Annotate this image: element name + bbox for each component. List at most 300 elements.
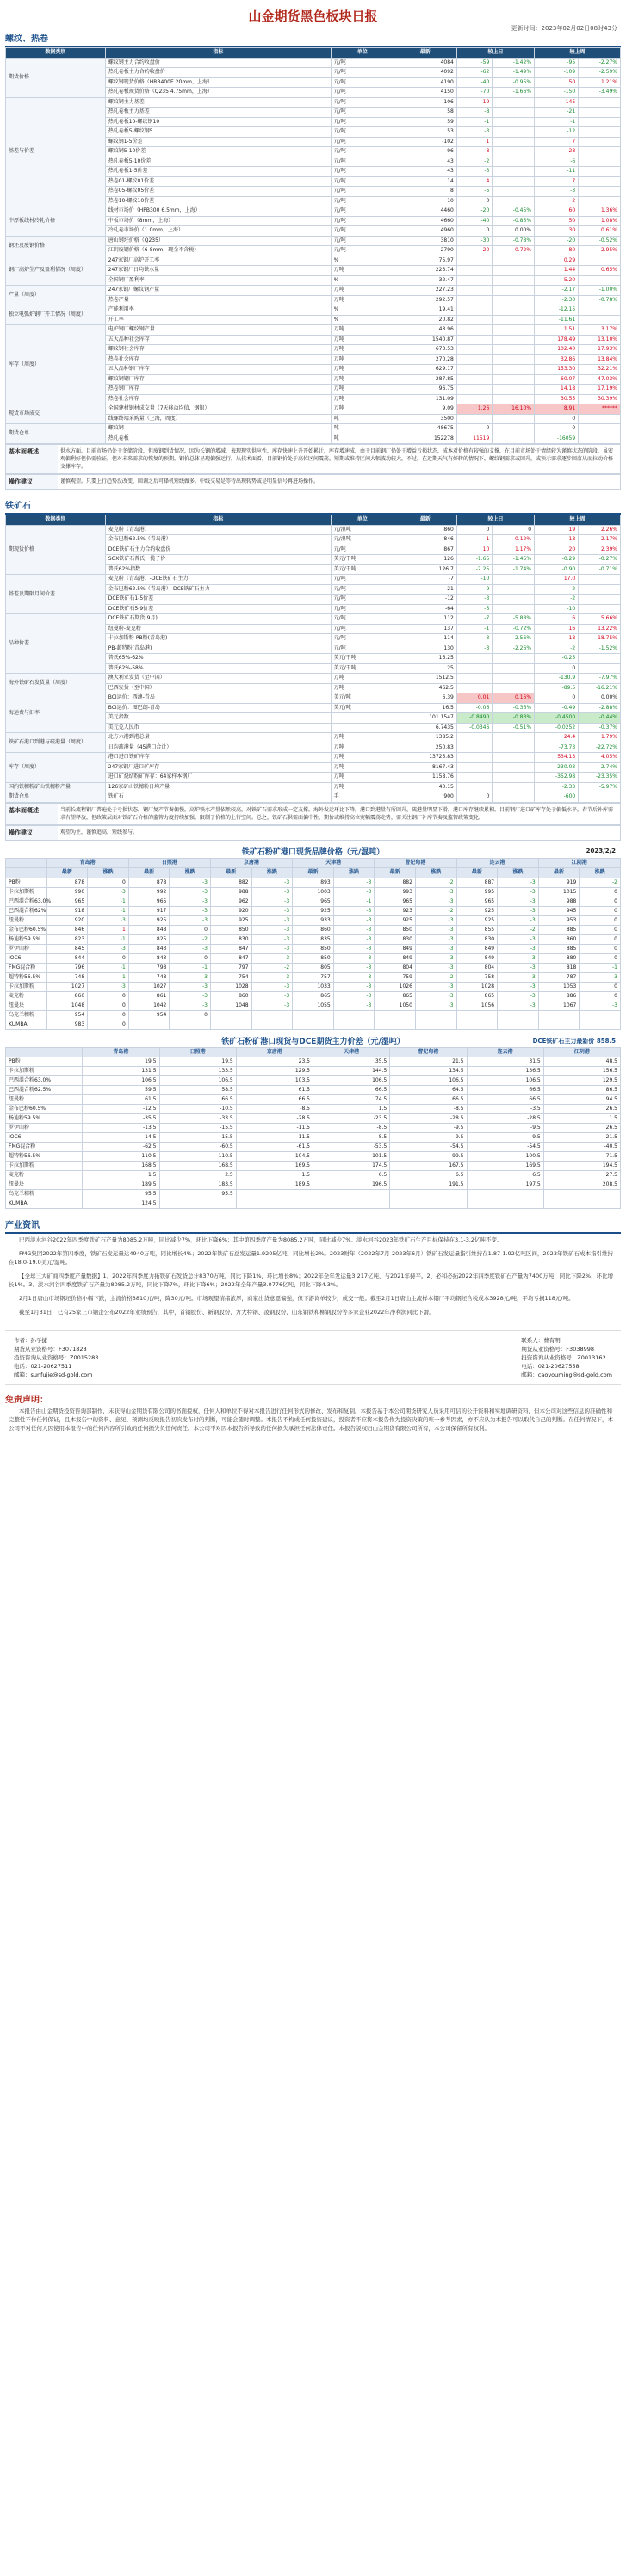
- price-change: -3: [415, 887, 456, 897]
- latest-value: 32.47: [394, 275, 456, 286]
- sub-header: 涨跌: [333, 868, 375, 878]
- latest-value: 152278: [394, 434, 456, 444]
- price-value: 848: [128, 925, 170, 934]
- table-row: [6, 925, 621, 934]
- price-value: 880: [538, 953, 580, 963]
- price-value: 860: [293, 925, 334, 934]
- daily-change-pct: -1.42%: [493, 58, 535, 68]
- weekly-change: -150: [535, 88, 579, 98]
- daily-change: -1: [456, 624, 492, 634]
- unit: 万吨: [331, 266, 394, 276]
- price-value: 965: [375, 897, 416, 906]
- column-header: 较上日: [456, 515, 534, 526]
- price-value: 798: [128, 963, 170, 972]
- daily-change: 0: [456, 424, 492, 434]
- latest-value: 130: [394, 644, 456, 654]
- weekly-change-pct: [579, 117, 621, 127]
- table-row: [6, 782, 621, 792]
- author-block: [5, 1330, 621, 1385]
- disclaimer-text: 本报告由山金期货投资咨询部制作，未获得山金期货有限公司的书面授权，任何人和单位不得对本报告进行任何形式的修改、发布和复制。本报告基于本公司期货研究人员采用可信的公开资料和实地调研资料，但本公司对这些信息的准确性和完整性不作任何保证，且本报告中的资料、意见、预测均反映报告初次发布时的判断，可能会随时调整。本报告不构成任何投资建议，投资者不应将本报告作为投资决策的唯一参考因素，亦不应认为本报告可以取代自己的判断。在任何情况下，本公司不对任何人因使用本报告中的任何内容所引致的任何损失负任何责任。本公司不对因本报告所导致的任何损失承担任何法律责任。本报告版权归山金期货有限公司所有，本公司保留所有权利。: [9, 1408, 613, 1432]
- daily-change-pct: -1.66%: [493, 88, 535, 98]
- daily-change-pct: [493, 584, 535, 595]
- price-value: 1048: [210, 1001, 251, 1010]
- price-change: -3: [88, 887, 129, 897]
- brand-name: 卡拉加斯粉: [6, 1162, 83, 1171]
- price-change: -3: [498, 878, 539, 887]
- price-value: 945: [538, 906, 580, 915]
- daily-change-pct: [493, 792, 535, 803]
- price-value: 748: [46, 972, 88, 982]
- spread-value: -28.5: [390, 1114, 467, 1124]
- price-value: 990: [46, 887, 88, 897]
- unit: 元/吨: [331, 77, 394, 88]
- price-change: -3: [498, 953, 539, 963]
- price-value: 849: [375, 953, 416, 963]
- weekly-change-pct: -2.59%: [579, 68, 621, 78]
- sub-header: 最新: [456, 868, 498, 878]
- spread-value: -8.5: [390, 1105, 467, 1114]
- price-change: -3: [170, 982, 211, 991]
- unit: 元/吨: [331, 545, 394, 555]
- brand-name: 麦克粉: [6, 991, 47, 1001]
- brand-name: 卡拉加斯粉: [6, 982, 47, 991]
- unit: 元/吨: [331, 634, 394, 644]
- indicator-name: 热轧卷板主力合约收盘价: [105, 68, 331, 78]
- weekly-change-pct: 1.21%: [579, 77, 621, 88]
- weekly-change: -16059: [535, 434, 579, 444]
- weekly-change-pct: -0.71%: [579, 564, 621, 575]
- category-label: 国内铁精粉矿山铁精粉产量: [6, 782, 106, 792]
- indicator-name: 全国建材钢材成交量（7天移动均值，钢银）: [105, 404, 331, 415]
- column-header: 较上日: [456, 48, 534, 59]
- weekly-change: 145: [535, 97, 579, 108]
- price-change: -3: [333, 953, 375, 963]
- price-change: -3: [498, 906, 539, 915]
- daily-change: -0.06: [456, 703, 492, 713]
- unit: 元/吨: [331, 58, 394, 68]
- price-value: 850: [293, 953, 334, 963]
- price-change: -3: [333, 944, 375, 953]
- price-change: -3: [415, 897, 456, 906]
- indicator-name: 螺纹钢: [105, 424, 331, 434]
- price-value: 804: [375, 963, 416, 972]
- daily-change: -7: [456, 614, 492, 625]
- price-change: -3: [415, 991, 456, 1001]
- price-change: 0: [88, 953, 129, 963]
- table-row: [6, 1067, 621, 1076]
- spread-value: -62.5: [83, 1143, 159, 1152]
- weekly-change-pct: 0.61%: [579, 226, 621, 237]
- price-change: -3: [251, 925, 293, 934]
- price-change: -3: [251, 897, 293, 906]
- weekly-change: 8.91: [535, 404, 579, 415]
- spread-value: [390, 1199, 467, 1209]
- weekly-change-pct: -0.27%: [579, 555, 621, 565]
- indicator-name: 热轧卷板现货价格（Q235 4.75mm，上海）: [105, 88, 331, 98]
- daily-change: [456, 674, 492, 684]
- price-value: 965: [46, 897, 88, 906]
- table-row: [6, 1190, 621, 1199]
- price-change: -1: [580, 963, 621, 972]
- table-row: [6, 753, 621, 763]
- sub-header: 涨跌: [415, 868, 456, 878]
- price-value: [375, 1010, 416, 1020]
- spread-value: 58.5: [159, 1086, 236, 1095]
- latest-value: 19.41: [394, 305, 456, 316]
- price-change: 0: [580, 915, 621, 925]
- daily-change: [456, 753, 492, 763]
- price-change: -3: [251, 934, 293, 944]
- news-item: 截至1月31日，已有25家上市钢企公布2022年业绩预告，其中，首钢股份、新钢股份、方大特钢、凌钢股份、山东钢铁和柳钢股份等多家企业2022年净利润同比下滑。: [19, 1309, 435, 1316]
- table-row: [6, 286, 621, 296]
- weekly-change: 60.07: [535, 374, 579, 385]
- price-value: 953: [538, 915, 580, 925]
- price-change: 0: [580, 925, 621, 934]
- latest-value: 9.09: [394, 404, 456, 415]
- price-change: -3: [498, 982, 539, 991]
- price-value: 893: [293, 878, 334, 887]
- latest-value: 126.7: [394, 564, 456, 575]
- spread-value: 23.5: [236, 1057, 313, 1067]
- latest-value: 900: [394, 792, 456, 803]
- price-value: 1028: [456, 982, 498, 991]
- unit: 万吨: [331, 762, 394, 773]
- unit: 元/吨: [331, 167, 394, 177]
- weekly-change-pct: 17.19%: [579, 385, 621, 395]
- indicator-name: 热卷01-螺纹01价差: [105, 176, 331, 187]
- daily-change: [456, 654, 492, 664]
- daily-change: [456, 295, 492, 305]
- daily-change: 0: [456, 792, 492, 803]
- weekly-change-pct: [579, 654, 621, 664]
- price-value: 965: [456, 897, 498, 906]
- daily-change-pct: [493, 385, 535, 395]
- weekly-change-pct: 13.22%: [579, 624, 621, 634]
- weekly-change-pct: [579, 108, 621, 118]
- weekly-change: -95: [535, 58, 579, 68]
- price-change: 0: [580, 991, 621, 1001]
- unit: 元/吨: [331, 236, 394, 246]
- weekly-change-pct: -0.52%: [579, 236, 621, 246]
- latest-value: 126: [394, 555, 456, 565]
- price-value: 850: [293, 944, 334, 953]
- daily-change: [456, 385, 492, 395]
- weekly-change: 1.51: [535, 325, 579, 336]
- contact-line: 邮箱：caoyouming@sd-gold.com: [521, 1371, 612, 1378]
- table-row: [6, 1180, 621, 1190]
- indicator-name: 纽曼粉-麦克粉: [105, 624, 331, 634]
- spread-value: 59.5: [83, 1086, 159, 1095]
- latest-value: 4190: [394, 77, 456, 88]
- table-row: [6, 1057, 621, 1067]
- dce-main-value: 858.5: [596, 1037, 616, 1045]
- daily-change-pct: -2.56%: [493, 634, 535, 644]
- weekly-change-pct: 2.95%: [579, 246, 621, 256]
- weekly-change: -0.90: [535, 564, 579, 575]
- weekly-change: 0.29: [535, 256, 579, 266]
- unit: 元/吨: [331, 127, 394, 138]
- price-change: -2: [415, 972, 456, 982]
- spread-value: 35.5: [313, 1057, 390, 1067]
- unit: 元/吨: [331, 97, 394, 108]
- brand-name: 纽曼块: [6, 1001, 47, 1010]
- daily-change: [456, 345, 492, 355]
- daily-change: 19: [456, 97, 492, 108]
- price-value: [210, 1020, 251, 1029]
- column-header: 指标: [105, 48, 331, 59]
- price-value: 754: [210, 972, 251, 982]
- brand-name: KUMBA: [6, 1199, 83, 1209]
- price-change: 0: [88, 1020, 129, 1029]
- weekly-change-pct: 30.39%: [579, 394, 621, 404]
- price-value: 882: [210, 878, 251, 887]
- latest-value: 8167.43: [394, 762, 456, 773]
- spread-value: -11.5: [236, 1124, 313, 1133]
- weekly-change-pct: 0.00%: [579, 693, 621, 704]
- brand-name: 杨迪粉59.5%: [6, 934, 47, 944]
- price-value: 917: [128, 906, 170, 915]
- spread-value: 156.5: [543, 1067, 620, 1076]
- steel-advice-label: 操作建议: [6, 475, 58, 489]
- price-value: [128, 1020, 170, 1029]
- price-value: 1055: [293, 1001, 334, 1010]
- price-change: [251, 1020, 293, 1029]
- port-price-title-text: 铁矿石粉矿港口现货品牌价格（元/湿吨）: [241, 847, 385, 857]
- daily-change-pct: [493, 325, 535, 336]
- spread-value: -54.5: [390, 1143, 467, 1152]
- weekly-change: 0: [535, 663, 579, 674]
- daily-change: -62: [456, 68, 492, 78]
- update-time: 更新时间：2023年02月02日08时43分: [511, 25, 617, 32]
- latest-value: 40.15: [394, 782, 456, 792]
- weekly-change: 18: [535, 634, 579, 644]
- spread-value: -61.5: [236, 1143, 313, 1152]
- weekly-change-pct: -3.49%: [579, 88, 621, 98]
- spread-value: -13.5: [83, 1124, 159, 1133]
- spread-value: 144.5: [313, 1067, 390, 1076]
- weekly-change-pct: -16.21%: [579, 683, 621, 693]
- price-value: 1067: [538, 1001, 580, 1010]
- latest-value: 4960: [394, 226, 456, 237]
- category-label: 中厚板线材冷轧价格: [6, 206, 106, 237]
- price-change: -2: [170, 934, 211, 944]
- indicator-name: 螺纹钢钢厂库存: [105, 374, 331, 385]
- price-value: 757: [293, 972, 334, 982]
- spread-value: 124.5: [83, 1199, 159, 1209]
- indicator-name: 热卷社会库存: [105, 354, 331, 365]
- weekly-change-pct: 13.10%: [579, 335, 621, 345]
- indicator-name: 美元兑人民币: [105, 723, 331, 733]
- daily-change: [456, 354, 492, 365]
- unit: 元/湿吨: [331, 525, 394, 535]
- weekly-change-pct: [579, 604, 621, 614]
- price-value: [293, 1010, 334, 1020]
- latest-value: 43: [394, 167, 456, 177]
- latest-value: 1512.5: [394, 674, 456, 684]
- weekly-change: 0: [535, 424, 579, 434]
- price-value: 830: [210, 934, 251, 944]
- table-row: [6, 1143, 621, 1152]
- dce-main-label: DCE铁矿石主力最新价: [532, 1037, 595, 1045]
- daily-change-pct: [493, 187, 535, 197]
- table-row: [6, 1114, 621, 1124]
- table-row: [6, 1105, 621, 1114]
- price-value: 954: [46, 1010, 88, 1020]
- daily-change: [456, 773, 492, 783]
- sub-header: 最新: [538, 868, 580, 878]
- unit: 万吨: [331, 295, 394, 305]
- spread-value: 61.5: [83, 1095, 159, 1105]
- daily-change: 4: [456, 176, 492, 187]
- indicator-name: 巴西发货（至中国）: [105, 683, 331, 693]
- daily-change: -3: [456, 644, 492, 654]
- spread-value: 167.5: [390, 1162, 467, 1171]
- price-change: -1: [333, 897, 375, 906]
- iron-advice-label: 操作建议: [6, 826, 58, 840]
- weekly-change-pct: -0.44%: [579, 713, 621, 724]
- price-value: 796: [46, 963, 88, 972]
- price-change: -2: [580, 878, 621, 887]
- indicator-name: 普氏62%-58%: [105, 663, 331, 674]
- daily-change: 1: [456, 535, 492, 545]
- price-change: 0: [88, 991, 129, 1001]
- brand-name: 麦克粉: [6, 1171, 83, 1180]
- steel-summary-text: 供水方面，目前市场仍处于冬储阶段，但废钢到货情况，因为长钢的增减，表现现实供应性，库存快速上升开始累计，库存增速成，由于目前钢厂仍处于增益亏损状态，成本对价格有较强的支撑，在目前市场处于情绪较为谨慎状态的阶段，虽宏观偏利好但仍需验证，但对未来需求的恢复的预期，钢价总体呈现偏强运行，从技术面看，目前钢价处于高位区间震荡，短期或维持区间大幅波动较大，不过，在近期天气有好转的情况下，螺纹钢需求或回升，或预示需求逐步回落从而拉动价格支撑库存。: [60, 448, 614, 470]
- brand-name: 巴西混合粉63.0%: [6, 897, 47, 906]
- spread-value: 106.5: [313, 1076, 390, 1086]
- spread-value: -60.5: [159, 1143, 236, 1152]
- brand-name: 金布巴粉60.5%: [6, 925, 47, 934]
- daily-change-pct: [493, 365, 535, 375]
- price-value: 844: [46, 953, 88, 963]
- weekly-change-pct: [579, 424, 621, 434]
- table-row: [6, 944, 621, 953]
- price-value: 825: [128, 934, 170, 944]
- price-value: 988: [538, 897, 580, 906]
- weekly-change: -73.73: [535, 743, 579, 753]
- category-label: 钢厂高炉生产及盈利情况（周度）: [6, 256, 106, 286]
- price-change: -2: [415, 906, 456, 915]
- price-value: 1028: [210, 982, 251, 991]
- daily-change-pct: [493, 394, 535, 404]
- price-value: 925: [210, 915, 251, 925]
- daily-change-pct: -5.88%: [493, 614, 535, 625]
- spread-value: [467, 1199, 543, 1209]
- price-change: -1: [88, 972, 129, 982]
- price-value: [538, 1020, 580, 1029]
- price-value: 818: [538, 963, 580, 972]
- indicator-name: 热轧卷板5-螺纹钢5: [105, 127, 331, 138]
- port-header: 青岛港: [83, 1047, 159, 1057]
- column-header: 数据类别: [6, 48, 106, 59]
- weekly-change: 0: [535, 693, 579, 704]
- daily-change: -3: [456, 127, 492, 138]
- spread-value: 31.5: [467, 1057, 543, 1067]
- table-row: [6, 1199, 621, 1209]
- price-value: [456, 1020, 498, 1029]
- latest-value: 58: [394, 108, 456, 118]
- indicator-name: SGX铁矿石普氏一揽子价: [105, 555, 331, 565]
- category-label: 期货仓单: [6, 424, 106, 444]
- unit: 元/吨: [331, 644, 394, 654]
- column-header: 最新: [394, 515, 456, 526]
- weekly-change: -12.15: [535, 305, 579, 316]
- port-header: 连云港: [456, 858, 538, 868]
- daily-change: [456, 663, 492, 674]
- table-row: [6, 575, 621, 585]
- spread-value: -8.5: [236, 1105, 313, 1114]
- daily-change-pct: [493, 117, 535, 127]
- price-value: 965: [128, 897, 170, 906]
- spread-value: 94.5: [543, 1095, 620, 1105]
- latest-value: 867: [394, 545, 456, 555]
- table-row: [6, 693, 621, 704]
- price-value: 933: [293, 915, 334, 925]
- daily-change: -2: [456, 157, 492, 167]
- price-change: -3: [170, 991, 211, 1001]
- spread-value: -54.5: [467, 1143, 543, 1152]
- price-value: 1048: [46, 1001, 88, 1010]
- weekly-change: -12: [535, 127, 579, 138]
- brand-name: 超特粉56.5%: [6, 972, 47, 982]
- price-change: -1: [88, 934, 129, 944]
- indicator-name: 美元指数: [105, 713, 331, 724]
- spread-value: [313, 1190, 390, 1199]
- unit: 万吨: [331, 404, 394, 415]
- spread-value: 66.5: [313, 1086, 390, 1095]
- price-change: -3: [170, 972, 211, 982]
- spread-value: -8.5: [313, 1133, 390, 1143]
- spread-value: 2.5: [159, 1171, 236, 1180]
- weekly-change: 153.30: [535, 365, 579, 375]
- daily-change-pct: -0.95%: [493, 77, 535, 88]
- unit: 元/吨: [331, 137, 394, 147]
- daily-change-pct: -0.83%: [493, 713, 535, 724]
- price-value: 920: [46, 915, 88, 925]
- daily-change-pct: [493, 315, 535, 325]
- price-value: 992: [128, 887, 170, 897]
- latest-value: 16.5: [394, 703, 456, 713]
- weekly-change-pct: [579, 137, 621, 147]
- price-value: [456, 1010, 498, 1020]
- weekly-change: -2.30: [535, 295, 579, 305]
- weekly-change: 2: [535, 196, 579, 206]
- brand-name: FMG混合粉: [6, 1143, 83, 1152]
- indicator-name: 麦克粉（青岛港）-DCE铁矿石主力: [105, 575, 331, 585]
- spread-value: 136.5: [467, 1067, 543, 1076]
- daily-change: -8: [456, 108, 492, 118]
- spread-value: [313, 1199, 390, 1209]
- price-change: -3: [415, 925, 456, 934]
- weekly-change: -109: [535, 68, 579, 78]
- daily-change-pct: [493, 97, 535, 108]
- indicator-name: 螺纹钢5-10价差: [105, 147, 331, 157]
- daily-change-pct: [493, 424, 535, 434]
- daily-change: -0.8490: [456, 713, 492, 724]
- unit: 万吨: [331, 743, 394, 753]
- daily-change-pct: [493, 157, 535, 167]
- weekly-change: 80: [535, 246, 579, 256]
- port-header: 日照港: [128, 858, 210, 868]
- indicator-name: 全国钢厂盈利率: [105, 275, 331, 286]
- price-change: 0: [580, 944, 621, 953]
- contact-line: 期货从业资格号：F3038998: [521, 1346, 594, 1353]
- price-value: 1056: [456, 1001, 498, 1010]
- spread-value: 189.5: [83, 1180, 159, 1190]
- brand-name: KUMBA: [6, 1020, 47, 1029]
- daily-change: -59: [456, 58, 492, 68]
- spread-value: 197.5: [467, 1180, 543, 1190]
